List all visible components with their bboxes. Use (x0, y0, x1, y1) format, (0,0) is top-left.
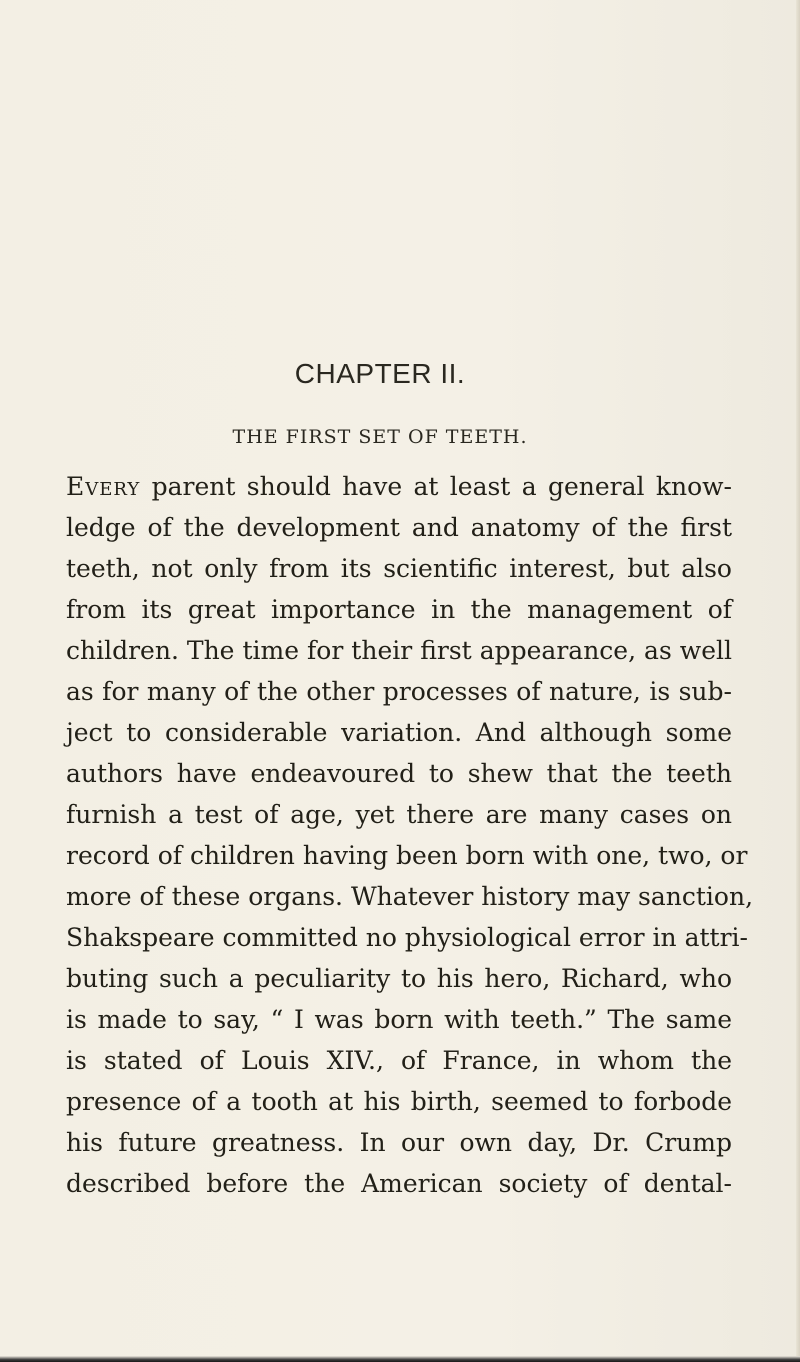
body-paragraph (66, 466, 754, 1204)
text-line: ject to considerable variation. And although some (66, 718, 732, 747)
text-line: Every parent should have at least a general know- (66, 472, 732, 501)
text-line: is stated of Louis XIV., of France, in whom the (66, 1046, 732, 1075)
text-line: described before the American society of dental- (66, 1169, 732, 1198)
text-line: his future greatness. In our own day, Dr. Crump (66, 1128, 732, 1157)
text-line: as for many of the other processes of nature, is sub- (66, 677, 732, 706)
text-line: from its great importance in the management of (66, 595, 732, 624)
text-line: is made to say, “ I was born with teeth.” The same (66, 1005, 732, 1034)
text-line: ledge of the development and anatomy of the first (66, 513, 732, 542)
text-line: authors have endeavoured to shew that the teeth (66, 759, 732, 788)
text-line: furnish a test of age, yet there are many cases on (66, 800, 732, 829)
text-line: Shakspeare committed no physiological error in attri- (66, 923, 748, 952)
chapter-title: CHAPTER II. (294, 358, 466, 389)
section-title: THE FIRST SET OF TEETH. (232, 426, 528, 448)
first-word: Every (66, 472, 141, 501)
text-line: buting such a peculiarity to his hero, Richard, who (66, 964, 732, 993)
page-bottom-edge (0, 1356, 800, 1362)
page-right-edge (796, 0, 800, 1362)
text-line: children. The time for their first appearance, as well (66, 636, 732, 665)
text-line: teeth, not only from its scientific interest, but also (66, 554, 732, 583)
text-line: record of children having been born with one, two, or (66, 841, 748, 870)
text-line: more of these organs. Whatever history may sanction, (66, 882, 754, 911)
text-line: presence of a tooth at his birth, seemed to forbode (66, 1087, 732, 1116)
